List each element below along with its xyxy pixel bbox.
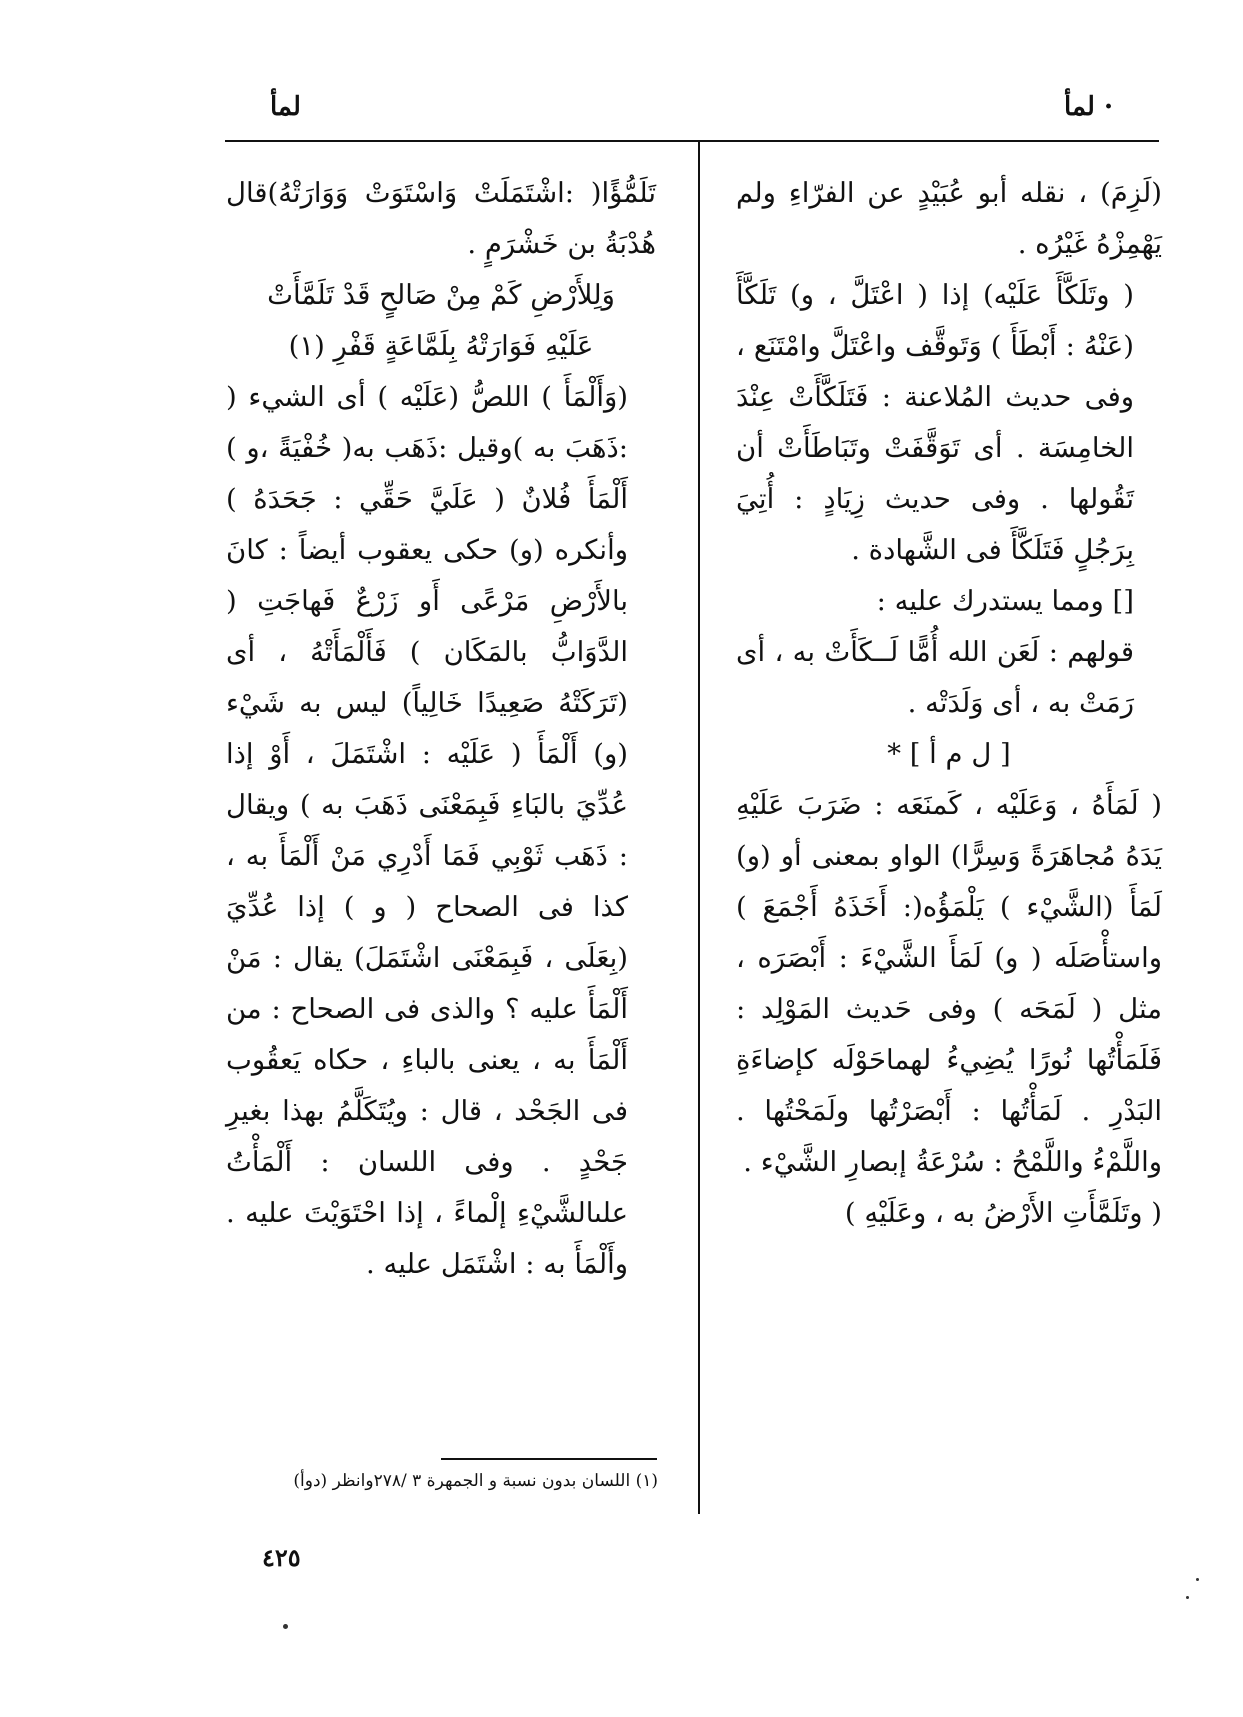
paragraph: (لَزِمَ) ، نقله أبو عُبَيْدٍ عن الفرّاءِ ولم يَهْمِزْهُ غَيْرُه . <box>736 177 1162 260</box>
verse-line: عَلَيْهِ فَوَارَتْهُ بِلَمَّاعَةٍ قَفْرِ (١) <box>288 330 594 362</box>
footnote-rule <box>441 1458 657 1460</box>
scan-speck <box>1186 1596 1189 1599</box>
paragraph: (وَأَلْمَأَ ) اللصُّ (عَلَيْه ) أى الشيء ( :ذَهَبَ به )وقيل :ذَهَب به( خُفْيَةً ،و ) أَلْمَأَ فُلانٌ ( عَلَيَّ حَقِّي : جَحَدَهُ ) وأنكره (و) حكى يعقوب أيضاً : كانَ بالأَرْضِ مَرْعًى أَو زَرْعٌ فَهاجَتِ ( الدَّوَابُّ بالمَكَان ) فَأَلْمَأَتْهُ ، أى (تَرَكَتْهُ صَعِيدًا خَالِياً) ليس به شَيْء (و) أَلْمَأَ ( عَلَيْه : اشْتَمَلَ ، أَوْ إذا عُدِّيَ بالبَاءِ فَبِمَعْنَى ذَهَبَ به ) ويقال : ذَهَب ثَوْبِي فَمَا أَدْرِي مَنْ أَلْمَأَ به ، كذا فى الصحاح ( و ) إذا عُدِّيَ (بِعَلَى ، فَبِمَعْنَى اشْتَمَلَ) يقال : مَنْ أَلْمَأَ عليه ؟ والذى فى الصحاح : من أَلْمَأَ به ، يعنى بالباءِ ، حكاه يَعقُوب فى الجَحْد ، قال : ويُتَكَلَّمُ بهذا بغيرِ جَحْدٍ . وفى اللسان : أَلْمَأْتُ علىالشَّيْءِ إلْماءً ، إذا احْتَوَيْتَ عليه . وأَلْمَأَ به : اشْتَمَل عليه . <box>226 381 628 1280</box>
paragraph: قولهم : لَعَن الله أُمًّا لَــكَأَتْ به ، أى رَمَتْ به ، أى وَلَدَتْه . <box>736 636 1134 719</box>
paragraph: [] ومما يستدرك عليه : <box>876 585 1134 617</box>
footnote: (١) اللسان بدون نسبة و الجمهرة ٣ /٢٧٨وانظر (دوأ) <box>293 1471 658 1491</box>
entry-heading: [ ل م أ ] * <box>887 738 1011 770</box>
paragraph: ( وتَلَمَّأَتِ الأَرْضُ به ، وعَلَيْهِ ) <box>844 1197 1162 1229</box>
column-divider <box>698 142 700 1514</box>
running-header-right: · لمأ <box>1064 92 1113 122</box>
page-number: ٤٢٥ <box>262 1543 301 1572</box>
scan-speck <box>1196 1578 1199 1581</box>
right-column <box>736 168 1162 1239</box>
paragraph: ( وتَلَكَّأَ عَلَيْه) إذا ( اعْتَلَّ ، و) تَلَكَّأَ (عَنْهُ : أَبْطَأَ ) وَتَوقَّف واعْتَلَّ وامْتَنَع ، وفى حديث المُلاعنة : فَتَلَكَّأَتْ عِنْدَ الخامِسَة . أى تَوَقَّفَتْ وتَبَاطَأَتْ أن تَقُولها . وفى حديث زِيَادٍ : أُتِيَ بِرَجُلٍ فَتَلَكَّأَ فى الشَّهادة . <box>736 279 1134 566</box>
running-header-left: لمأ <box>270 92 301 122</box>
scan-speck <box>283 1624 288 1629</box>
left-column <box>226 168 656 1290</box>
verse-line: وَلِلأَرْضِ كَمْ مِنْ صَالحٍ قَدْ تَلَمَّأَتْ <box>267 279 615 311</box>
header-rule <box>225 140 1159 142</box>
paragraph: ( لَمَأَهُ ، وَعَلَيْه ، كَمنَعَه : ضَرَبَ عَلَيْهِ يَدَهُ مُجاهَرَةً وَسِرًّا) الواو بمعنى أو (و) لَمَأَ (الشَّيْء ) يَلْمَؤُه(: أَخَذَهُ أَجْمَعَ ) واستأْصَلَه ( و) لَمَأَ الشَّيْءَ : أَبْصَرَه ، مثل ( لَمَحَه ) وفى حَديث المَوْلِد : فَلَمَأْتُها نُورًا يُضِيءُ لهماحَوْلَه كإضاءَةِ البَدْرِ . لَمَأْتُها : أَبْصَرْتُها ولَمَحْتُها . واللَّمْءُ واللَّمْحُ : سُرْعَةُ إبصارِ الشَّيْء . <box>736 789 1162 1178</box>
paragraph: تَلَمُّؤًا( :اشْتَمَلَتْ وَاسْتَوَتْ وَوَارَتْهُ)قال هُدْبَةُ بن خَشْرَمٍ . <box>226 177 656 260</box>
